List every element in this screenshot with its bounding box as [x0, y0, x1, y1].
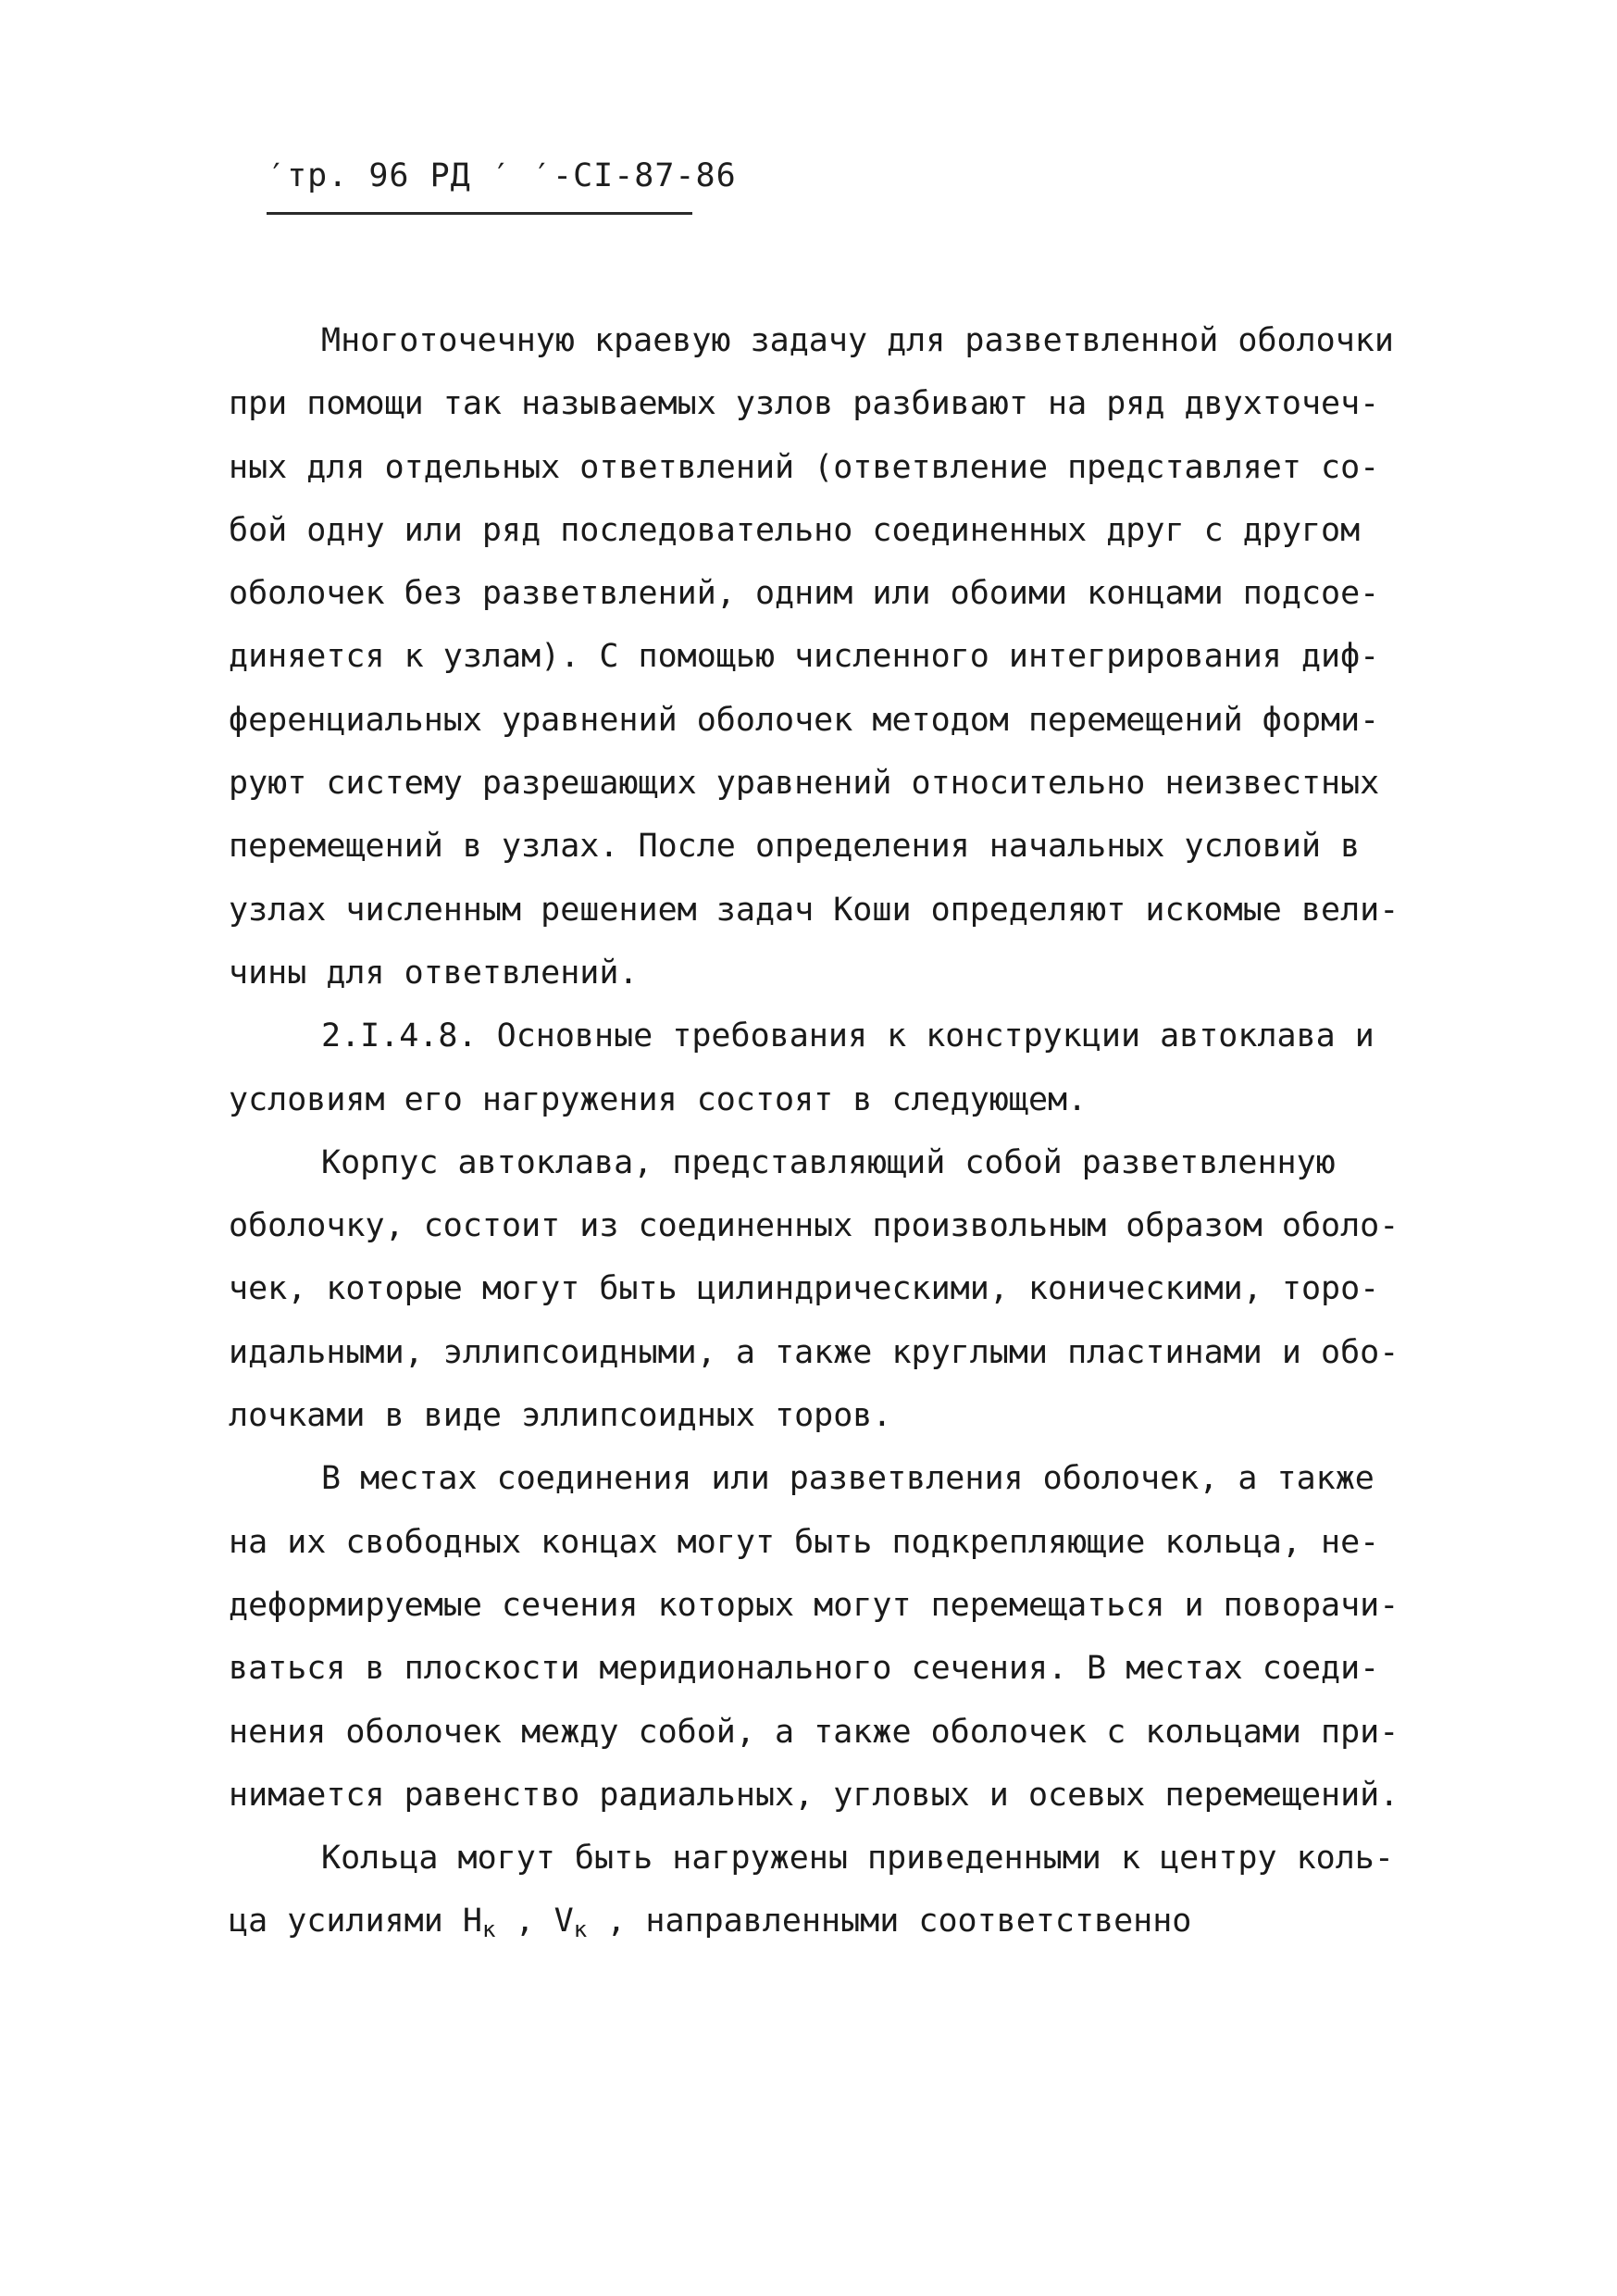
text-line: узлах численным решением задач Коши определяют искомые вели- [229, 891, 1399, 929]
paragraph-ring-loads [229, 1827, 1413, 1953]
text-line: условиям его нагружения состоят в следующем. [229, 1080, 1088, 1118]
text-line: идальными, эллипсоидными, а также круглыми пластинами и обо- [229, 1333, 1399, 1371]
paragraph-section-2-1-4-8 [229, 1004, 1413, 1131]
text-fragment: , направленными соответственно [587, 1903, 1192, 1940]
text-line: перемещений в узлах. После определения начальных условий в [229, 828, 1361, 866]
text-line: лочками в виде эллипсоидных торов. [229, 1397, 892, 1435]
text-line: руют систему разрешающих уравнений относительно неизвестных [229, 765, 1380, 803]
paragraph-autoclave-body [229, 1131, 1413, 1447]
text-line: ных для отдельных ответвлений (ответвление представляет со- [229, 448, 1380, 486]
formula-v-symbol: V [554, 1903, 574, 1940]
page-header: ′тр. 96 РД ′ ′-СI-87-86 [267, 157, 737, 194]
text-line: чек, которые могут быть цилиндрическими, коническими, торо- [229, 1270, 1380, 1308]
text-line: нения оболочек между собой, а также оболочек с кольцами при- [229, 1713, 1399, 1751]
document-body [229, 309, 1413, 1953]
text-line: деформируемые сечения которых могут перемещаться и поворачи- [229, 1586, 1399, 1624]
text-line: бой одну или ряд последовательно соединенных друг с другом [229, 511, 1361, 549]
text-line: нимается равенство радиальных, угловых и осевых перемещений. [229, 1776, 1399, 1814]
paragraph-boundary-problem [229, 309, 1413, 1004]
text-line: Корпус автоклава, представляющий собой разветвленную [321, 1143, 1336, 1181]
paragraph-connections [229, 1447, 1413, 1827]
text-line: Многоточечную краевую задачу для разветвленной оболочки [321, 322, 1394, 359]
text-line: 2.I.4.8. Основные требования к конструкции автоклава и [321, 1017, 1374, 1055]
text-line-with-formula [229, 1890, 1413, 1953]
text-line: диняется к узлам). С помощью численного интегрирования диф- [229, 638, 1380, 676]
text-line: оболочек без разветвлений, одним или обоими концами подсое- [229, 575, 1380, 613]
text-line: В местах соединения или разветвления оболочек, а также [321, 1460, 1374, 1498]
formula-h-subscript: к [481, 1916, 496, 1943]
text-line: при помощи так называемых узлов разбивают на ряд двухточеч- [229, 385, 1380, 423]
text-line: Кольца могут быть нагружены приведенными к центру коль- [321, 1840, 1394, 1878]
text-line: чины для ответвлений. [229, 954, 639, 992]
text-line: ференциальных уравнений оболочек методом перемещений форми- [229, 701, 1380, 739]
header-underline [267, 212, 692, 215]
formula-h-symbol: H [462, 1903, 482, 1940]
text-line: ваться в плоскости меридионального сечения. В местах соеди- [229, 1650, 1380, 1688]
text-line: оболочку, состоит из соединенных произвольным образом оболо- [229, 1207, 1399, 1245]
formula-v-subscript: к [573, 1916, 588, 1943]
text-fragment: ца усилиями [229, 1903, 463, 1940]
text-line: на их свободных концах могут быть подкрепляющие кольца, не- [229, 1523, 1380, 1561]
text-fragment: , [495, 1903, 554, 1940]
